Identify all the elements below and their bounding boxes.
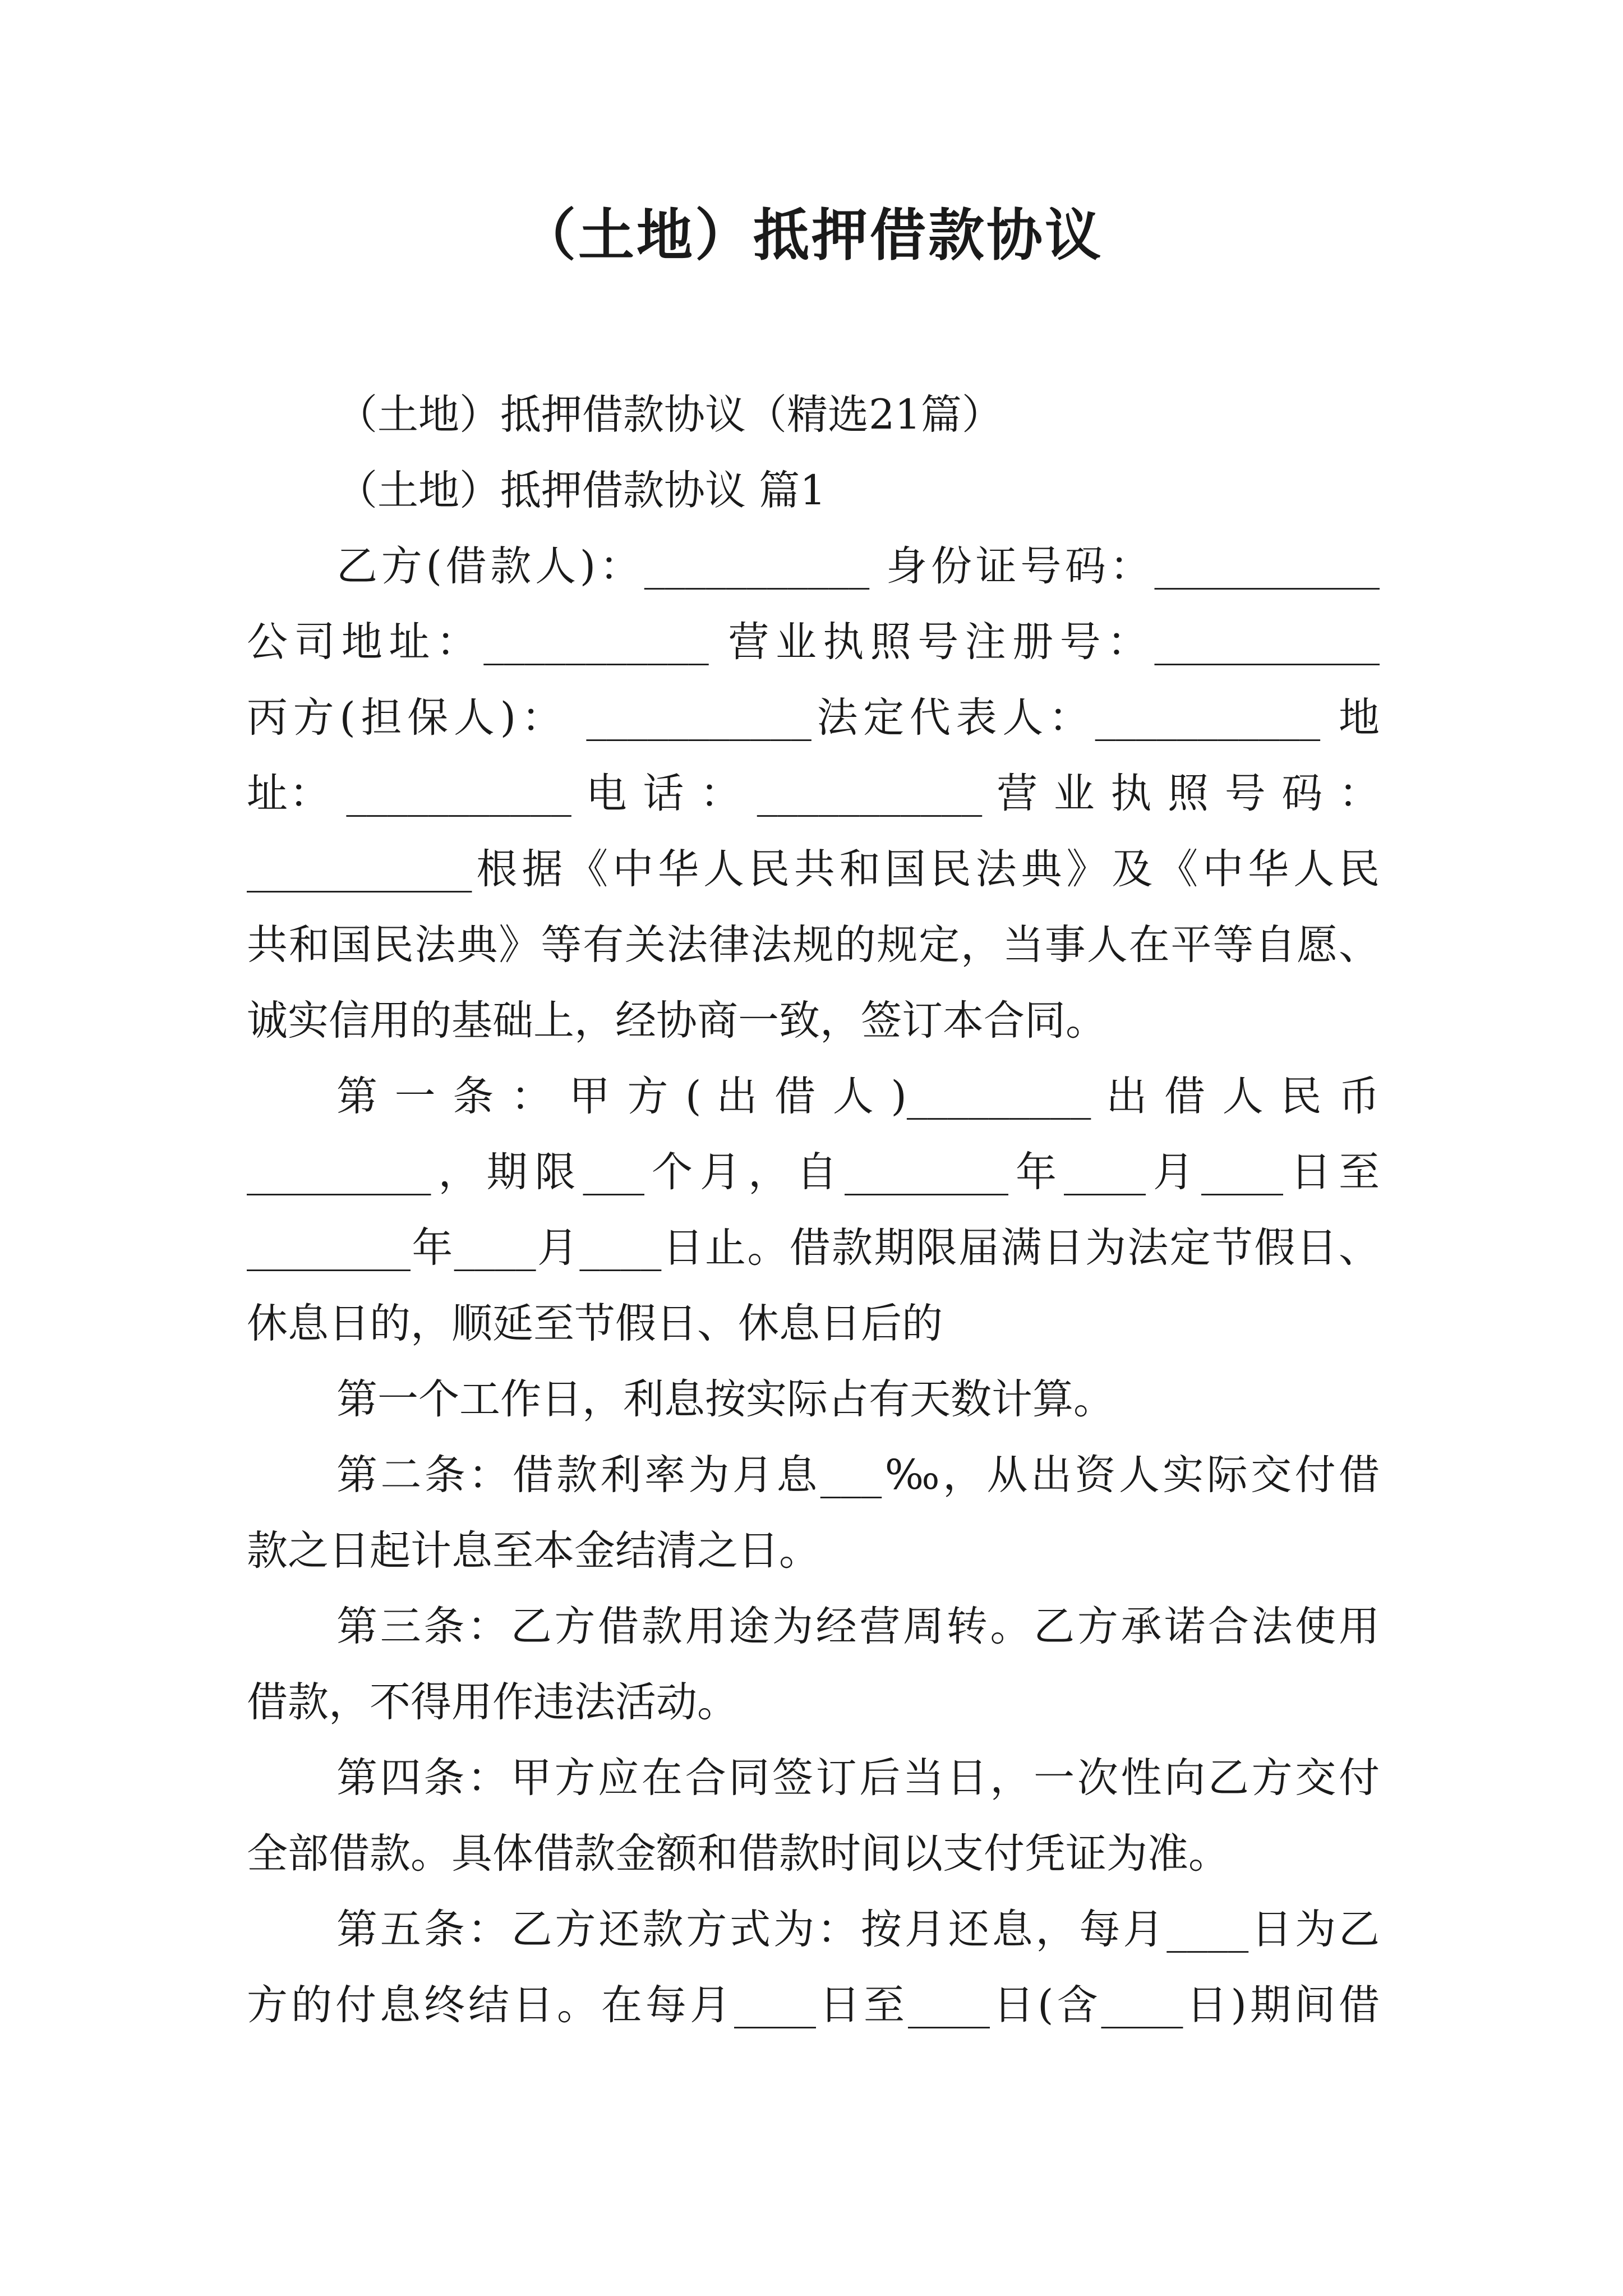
company-address-line: 公司地址：___________ 营业执照号注册号：___________ (247, 618, 1380, 666)
subtitle-line: （土地）抵押借款协议（精选21篇） (336, 391, 1003, 439)
article-3-line: 第三条：乙方借款用途为经营周转。乙方承诺合法使用 (336, 1603, 1380, 1650)
paragraph-line: 第一个工作日，利息按实际占有天数计算。 (336, 1375, 1114, 1423)
paragraph-line: ________年____月____日止。借款期限届满日为法定节假日、 (247, 1224, 1380, 1272)
party-b-line: 乙方(借款人)：___________ 身份证号码：___________ (336, 542, 1380, 590)
article-1-line: 第 一 条 ： 甲 方 ( 出 借 人 )_________ 出 借 人 民 币 (336, 1073, 1380, 1120)
section-heading: （土地）抵押借款协议 篇1 (336, 467, 826, 514)
document-title: （土地）抵押借款协议 (520, 203, 1103, 268)
paragraph-line: 方的付息终结日。在每月____日至____日(含____日)期间借 (247, 1981, 1380, 2029)
party-c-line: 丙方(担保人)： ___________法定代表人：___________ 地 (247, 694, 1380, 742)
paragraph-line: 共和国民法典》等有关法律法规的规定，当事人在平等自愿、 (247, 921, 1380, 969)
paragraph-line: 休息日的，顺延至节假日、休息日后的 (247, 1300, 943, 1347)
article-5-line: 第五条：乙方还款方式为：按月还息，每月____日为乙 (336, 1906, 1380, 1953)
address-phone-line: 址： ___________ 电 话 ： ___________ 营 业 执 照 号 码 ： (247, 770, 1380, 817)
paragraph-line: 借款，不得用作违法活动。 (247, 1678, 738, 1726)
paragraph-line: 诚实信用的基础上，经协商一致，签订本合同。 (247, 997, 1106, 1045)
article-4-line: 第四条：甲方应在合同签订后当日，一次性向乙方交付 (336, 1754, 1380, 1802)
article-2-line: 第二条：借款利率为月息___‰，从出资人实际交付借 (336, 1451, 1380, 1499)
paragraph-line: ___________根据《中华人民共和国民法典》及《中华人民 (247, 845, 1380, 893)
paragraph-line: 全部借款。具体借款金额和借款时间以支付凭证为准。 (247, 1830, 1229, 1878)
paragraph-line: 款之日起计息至本金结清之日。 (247, 1527, 820, 1575)
paragraph-line: _________，期限___个月，自________年____月____日至 (247, 1148, 1380, 1196)
